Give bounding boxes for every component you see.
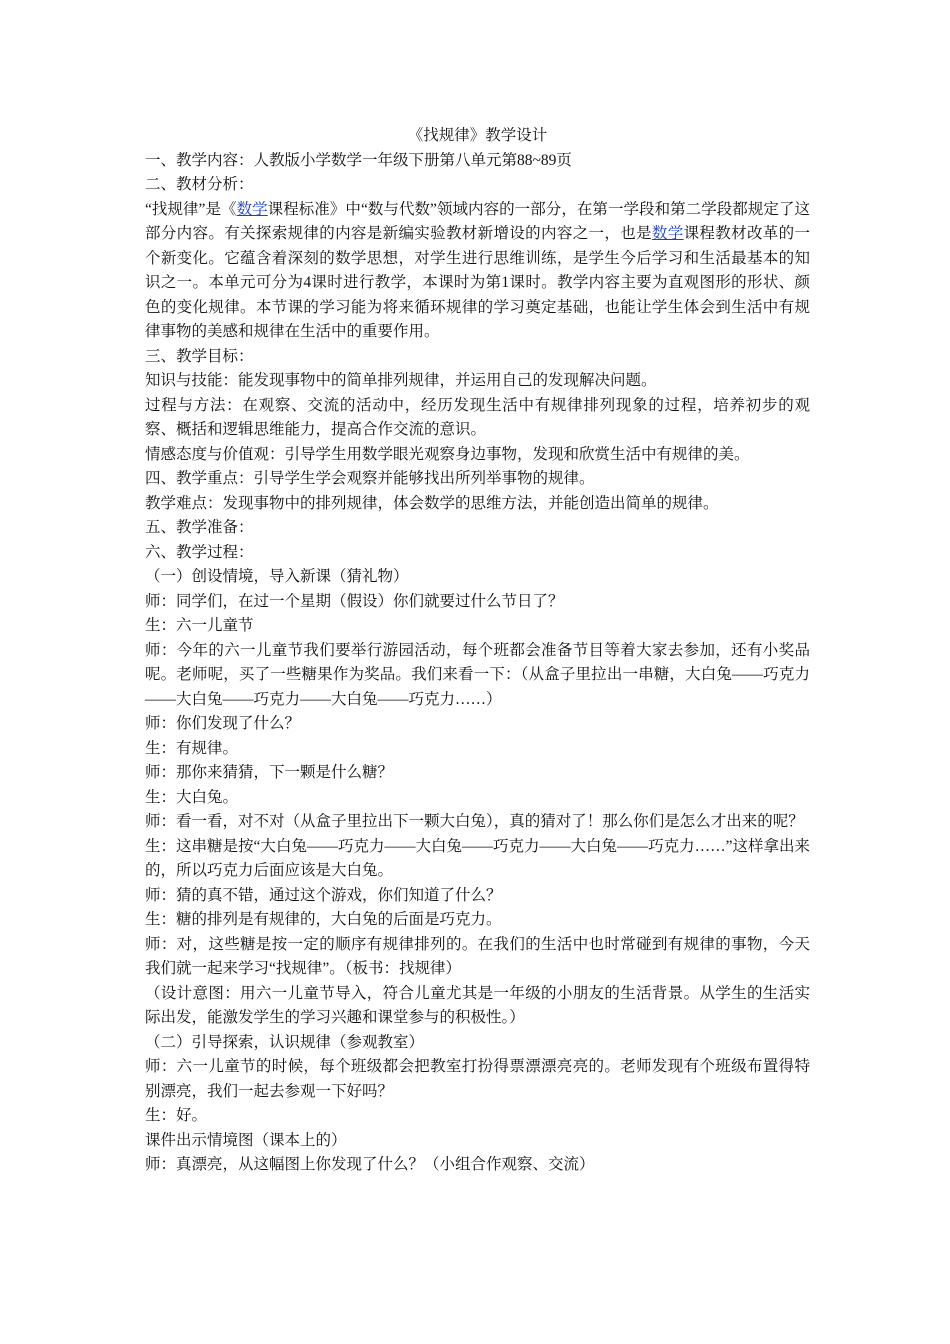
paragraph: 情感态度与价值观：引导学生用数学眼光观察身边事物，发现和欣赏生活中有规律的美。 (145, 445, 750, 463)
paragraph: 师：那你来猜猜，下一颗是什么糖？ (145, 764, 394, 781)
paragraph: 师：同学们，在过一个星期（假设）你们就要过什么节日了？ (145, 592, 564, 610)
math-link[interactable]: 数学 (236, 200, 268, 218)
math-link[interactable]: 数学 (651, 225, 684, 242)
paragraph: （一）创设情境，导入新课（猜礼物） (145, 568, 409, 585)
paragraph: 生：糖的排列是有规律的，大白兔的后面是巧克力。 (145, 911, 502, 928)
paragraph: 师：你们发现了什么？ (145, 715, 301, 732)
paragraph: 生：这串糖是按“大白兔——巧克力——大白兔——巧克力——大白兔——巧克力……”这样拿出来的，所以巧克力后面应该是大白兔。 (145, 837, 810, 879)
paragraph: 生：有规律。 (145, 739, 239, 757)
paragraph-text: 课程教材改革的一个新变化。它蕴含着深刻的数学思想，对学生进行思维训练，是学生今后学习和生活最基本的知识之一。本单元可分为4课时进行教学，本课时为第1课时。教学内容主要为直观图形的形状、颜色的变化规律。本节课的学习能为将来循环规律的学习奠定基础，也能让学生体会到生活中有规律事物的美感和规律在生活中的重要作用。 (145, 225, 810, 340)
paragraph: 师：六一儿童节的时候，每个班级都会把教室打扮得票漂漂亮亮的。老师发现有个班级布置得特别漂亮，我们一起去参观一下好吗？ (145, 1058, 810, 1100)
paragraph: 师：看一看，对不对（从盒子里拉出下一颗大白兔），真的猜对了！那么你们是怎么才出来的呢？ (145, 813, 804, 830)
paragraph-list (145, 149, 810, 1178)
paragraph: 生：好。 (145, 1107, 208, 1124)
paragraph: 五、教学准备： (145, 519, 254, 536)
paragraph: 知识与技能：能发现事物中的简单排列规律，并运用自己的发现解决问题。 (145, 372, 657, 389)
paragraph: 过程与方法：在观察、交流的活动中，经历发现生活中有规律排列现象的过程，培养初步的观察、概括和逻辑思维能力，提高合作交流的意识。 (145, 396, 810, 438)
paragraph: 生：大白兔。 (145, 788, 239, 806)
paragraph: 教学难点：发现事物中的排列规律，体会数学的思维方法，并能创造出简单的规律。 (145, 494, 719, 512)
paragraph: 师：真漂亮，从这幅图上你发现了什么？（小组合作观察、交流） (145, 1156, 595, 1173)
paragraph: 师：猜的真不错，通过这个游戏，你们知道了什么？ (145, 886, 502, 904)
paragraph (145, 198, 810, 345)
paragraph: 二、教材分析： (145, 176, 254, 193)
paragraph: （设计意图：用六一儿童节导入，符合儿童尤其是一年级的小朋友的生活背景。从学生的生活实际出发，能激发学生的学习兴趣和课堂参与的积极性。） (145, 984, 810, 1026)
document-body (145, 124, 810, 1178)
paragraph: 课件出示情境图（课本上的） (145, 1131, 347, 1149)
paragraph: 六、教学过程： (145, 543, 254, 561)
paragraph: 三、教学目标： (145, 347, 254, 365)
paragraph-text: “找规律”是《 (145, 200, 237, 218)
paragraph: 四、教学重点：引导学生学会观察并能够找出所列举事物的规律。 (145, 470, 595, 487)
document-title: 《找规律》教学设计 (407, 127, 548, 144)
paragraph: 师：对，这些糖是按一定的顺序有规律排列的。在我们的生活中也时常碰到有规律的事物，今天我们就一起来学习“找规律”。（板书：找规律） (145, 935, 810, 977)
paragraph: 一、教学内容：人教版小学数学一年级下册第八单元第88~89页 (145, 151, 572, 169)
paragraph: 生：六一儿童节 (145, 617, 254, 634)
paragraph: （二）引导探索，认识规律（参观教室） (145, 1033, 425, 1051)
paragraph: 师：今年的六一儿童节我们要举行游园活动，每个班都会准备节目等着大家去参加，还有小奖品呢。老师呢，买了一些糖果作为奖品。我们来看一下：（从盒子里拉出一串糖，大白兔——巧克力——大白兔——巧克力——大白兔——巧克力……） (145, 641, 810, 708)
paragraph-text: 课程标准》中“数与代数”领域内容的一部分，在第一学段和第二学段都规定了这部分内容。有关探索规律的内容是新编实验教材新增设的内容之一，也是 (145, 200, 810, 242)
